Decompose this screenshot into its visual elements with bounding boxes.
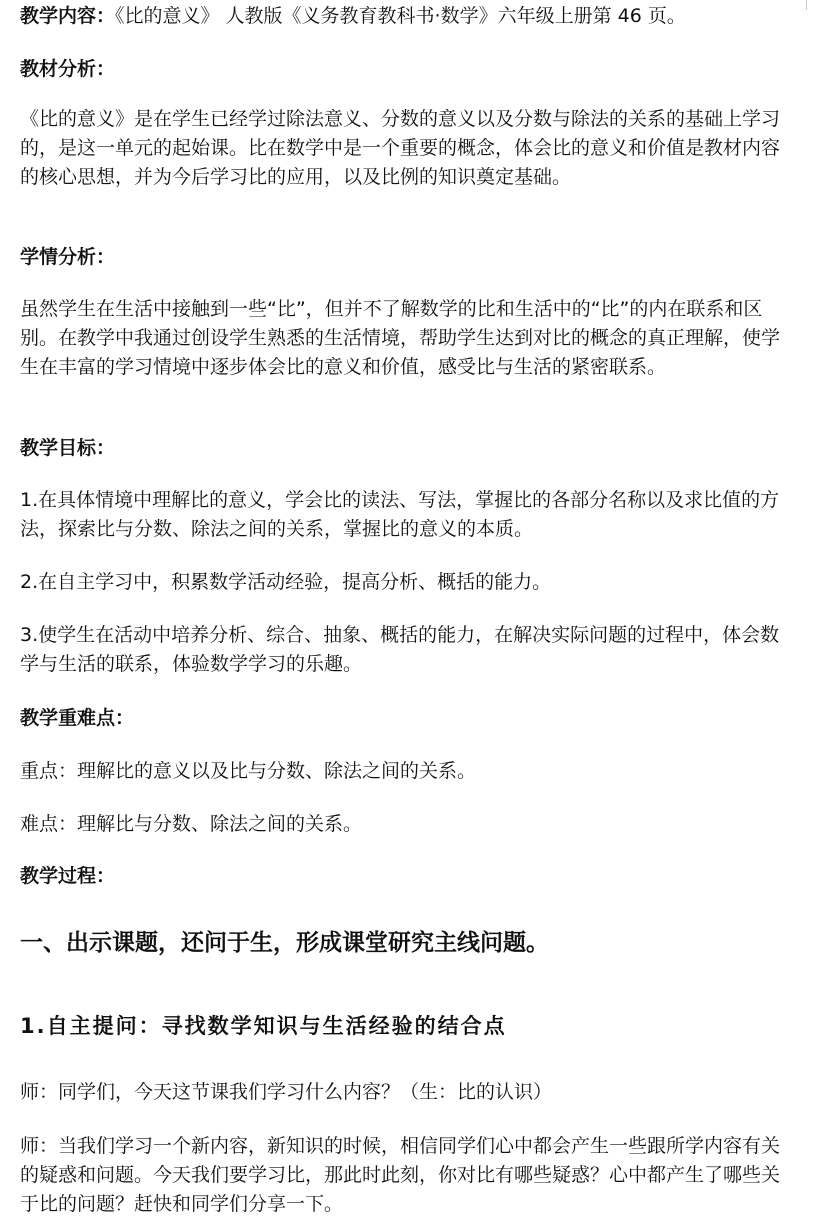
dialog-line-2: 师：当我们学习一个新内容，新知识的时候，相信同学们心中都会产生一些跟所学内容有关的疑惑和问题。今天我们要学习比，那此时此刻，你对比有哪些疑惑？心中都产生了哪些关于比的问题？赶快和同学们分享一下。 [20, 1135, 781, 1215]
difficult-point-text: 难点：理解比与分数、除法之间的关系。 [20, 813, 363, 835]
dialog-line-1: 师：同学们，今天这节课我们学习什么内容？（生：比的认识） [20, 1081, 553, 1103]
teaching-goal-2: 2.在自主学习中，积累数学活动经验，提高分析、概括的能力。 [20, 571, 552, 593]
key-point-text: 重点：理解比的意义以及比与分数、除法之间的关系。 [20, 760, 477, 782]
learner-analysis-body: 虽然学生在生活中接触到一些“比”，但并不了解数学的比和生活中的“比”的内在联系和区别。在教学中我通过创设学生熟悉的生活情境，帮助学生达到对比的概念的真正理解，使学生在丰富的学习情境中逐步体会比的意义和价值，感受比与生活的紧密联系。 [20, 298, 781, 378]
textbook-analysis-body: 《比的意义》是在学生已经学过除法意义、分数的意义以及分数与除法的关系的基础上学习的，是这一单元的起始课。比在数学中是一个重要的概念，体会比的意义和价值是教材内容的核心思想，并为今后学习比的应用，以及比例的知识奠定基础。 [20, 108, 781, 188]
teaching-content-line [20, 2, 780, 31]
teaching-content-label: 教学内容： [20, 5, 116, 27]
teaching-goal-1: 1.在具体情境中理解比的意义，学会比的读法、写法，掌握比的各部分名称以及求比值的方法，探索比与分数、除法之间的关系，掌握比的意义的本质。 [20, 489, 780, 540]
part-one-heading: 一、出示课题，还问于生，形成课堂研究主线问题。 [20, 930, 549, 956]
subsection-one-heading: 1.自主提问：寻找数学知识与生活经验的结合点 [20, 1014, 507, 1038]
teaching-goals-title: 教学目标： [20, 437, 116, 459]
teaching-process-title: 教学过程： [20, 865, 116, 887]
teaching-goal-3: 3.使学生在活动中培养分析、综合、抽象、概括的能力，在解决实际问题的过程中，体会数学与生活的联系，体验数学学习的乐趣。 [20, 624, 780, 675]
teaching-content-text: 《比的意义》 人教版《义务教育教科书·数学》六年级上册第 46 页。 [115, 5, 686, 27]
page-edge-divider [806, 0, 807, 10]
textbook-analysis-title: 教材分析： [20, 58, 116, 80]
key-points-title: 教学重难点： [20, 707, 135, 729]
learner-analysis-title: 学情分析： [20, 246, 116, 268]
